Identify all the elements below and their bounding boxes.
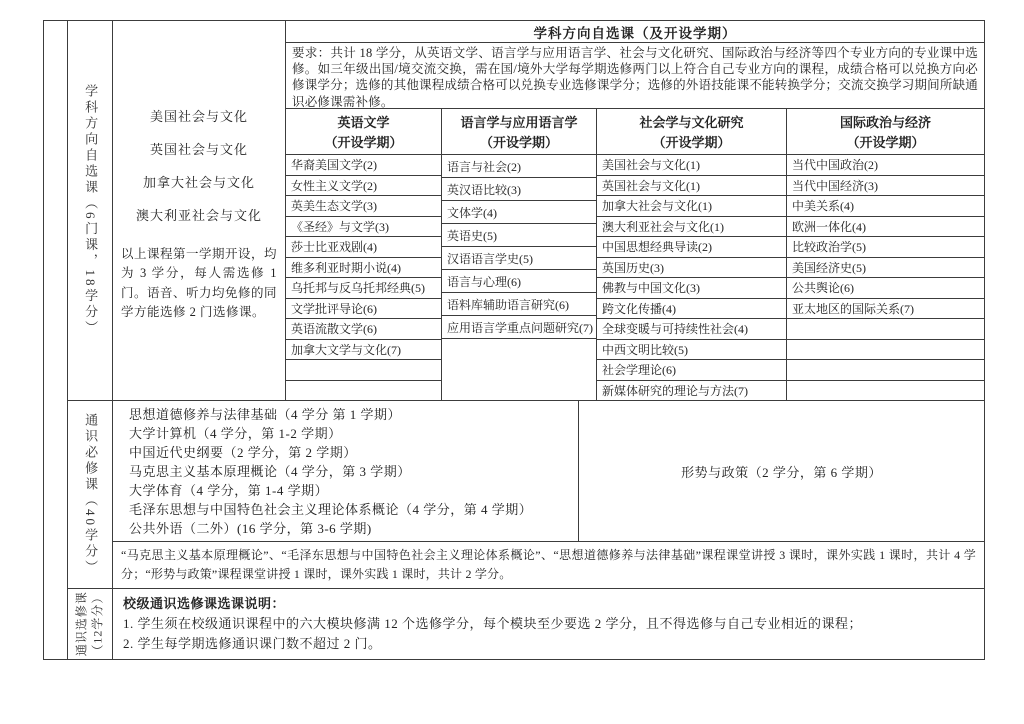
side-label-text: 通识必修课（40学分） (83, 413, 99, 576)
required-course: 大学计算机（4 学分，第 1-2 学期） (129, 425, 342, 441)
general-electives-items (123, 614, 974, 654)
course-cell: 当代中国经济(3) (787, 176, 984, 197)
general-electives-heading: 校级通识选修课选课说明： (123, 596, 286, 611)
empty-cell (787, 319, 984, 340)
course-cell: 文学批评导论(6) (286, 299, 441, 320)
direction-choices-note: 以上课程第一学期开设，均为 3 学分，每人需选修 1 门。语音、听力均免修的同学方能选修 2 门选修课。 (121, 246, 278, 319)
general-electives-rule: 1. 学生须在校级通识课程中的六大模块修满 12 个选修学分，每个模块至少要选 2 学分，且不得选修与自己专业相近的课程； (123, 616, 863, 631)
side-label-line1: 通识选修课 (74, 591, 89, 657)
direction-choice: 澳大利亚社会与文化 (135, 207, 262, 223)
course-cell: 乌托邦与反乌托邦经典(5) (286, 278, 441, 299)
course-cell: 澳大利亚社会与文化(1) (597, 217, 786, 238)
side-label-general-electives (68, 589, 113, 659)
course-cell: 全球变暖与可持续性社会(4) (597, 319, 786, 340)
course-cell: 当代中国政治(2) (787, 155, 984, 176)
column-linguistics (441, 109, 596, 400)
course-rows (787, 155, 984, 400)
empty-cell (787, 340, 984, 361)
column-title: 社会学与文化研究 (639, 115, 744, 130)
required-course: 毛泽东思想与中国特色社会主义理论体系概论（4 学分，第 4 学期） (129, 501, 533, 517)
table-main (68, 21, 984, 659)
course-cell: 比较政治学(5) (787, 237, 984, 258)
course-cell: 英汉语比较(3) (442, 178, 596, 201)
course-cell: 公共舆论(6) (787, 278, 984, 299)
left-empty-column (44, 21, 68, 659)
course-cell: 语言与心理(6) (442, 270, 596, 293)
course-cell: 女性主义文学(2) (286, 176, 441, 197)
column-header (597, 109, 786, 155)
course-cell: 英语史(5) (442, 224, 596, 247)
required-course: 大学体育（4 学分，第 1-4 学期） (129, 482, 329, 498)
empty-cell (442, 339, 596, 400)
required-course: 思想道德修养与法律基础（4 学分 第 1 学期） (129, 406, 402, 422)
course-rows (597, 155, 786, 400)
column-title: 英语文学 (337, 115, 390, 130)
course-cell: 亚太地区的国际关系(7) (787, 299, 984, 320)
general-required-top (113, 401, 984, 541)
course-cell: 中西文明比较(5) (597, 340, 786, 361)
general-electives-rule: 2. 学生每学期选修通识课门数不超过 2 门。 (123, 636, 382, 651)
empty-cell (286, 381, 441, 401)
general-electives-content (113, 589, 984, 659)
column-header (286, 109, 441, 155)
direction-choice: 英国社会与文化 (149, 141, 248, 157)
course-cell: 新媒体研究的理论与方法(7) (602, 383, 748, 398)
column-subtitle: （开设学期） (479, 135, 558, 150)
column-title: 语言学与应用语言学 (460, 115, 578, 130)
course-cell: 中美关系(4) (787, 196, 984, 217)
column-header (442, 109, 596, 155)
course-rows (442, 155, 596, 400)
section-major-electives (68, 21, 984, 400)
general-required-note: “马克思主义基本原理概论”、“毛泽东思想与中国特色社会主义理论体系概论”、“思想道德修养与法律基础”课程课堂讲授 3 课时，课外实践 1 课时，共计 4 学分；“形势与政策”课程课堂讲授 1 课时，课外实践 1 课时，共计 2 学分。 (113, 541, 984, 588)
course-cell: 汉语语言学史(5) (442, 247, 596, 270)
column-society-culture (596, 109, 786, 400)
column-title: 国际政治与经济 (839, 115, 931, 130)
course-rows (286, 155, 441, 400)
electives-right-block (286, 21, 984, 400)
direction-choice: 美国社会与文化 (149, 108, 248, 124)
required-course: 马克思主义基本原理概论（4 学分，第 3 学期） (129, 463, 411, 479)
general-required-content (113, 401, 984, 588)
course-cell: 加拿大社会与文化(1) (597, 196, 786, 217)
empty-cell (787, 381, 984, 401)
course-cell: 英语流散文学(6) (286, 319, 441, 340)
course-cell: 应用语言学重点问题研究(7) (442, 316, 596, 339)
column-subtitle: （开设学期） (846, 135, 925, 150)
course-cell: 美国社会与文化(1) (597, 155, 786, 176)
column-subtitle: （开设学期） (324, 135, 403, 150)
course-cell: 加拿大文学与文化(7) (286, 340, 441, 361)
course-cell: 英国历史(3) (597, 258, 786, 279)
empty-cell (787, 360, 984, 381)
course-cell: 佛教与中国文化(3) (597, 278, 786, 299)
course-cell: 社会学理论(6) (597, 360, 786, 381)
course-cell: 欧洲一体化(4) (787, 217, 984, 238)
course-cell: 《圣经》与文学(3) (286, 217, 441, 238)
electives-requirements: 要求：共计 18 学分，从英语文学、语言学与应用语言学、社会与文化研究、国际政治与经济等四个专业方向的专业课中选修。如三年级出国/境交流交换，需在国/境外大学每学期选修两门以上符合自己专业方向的课程，成绩合格可以兑换方向必修课学分；选修的其他课程成绩合格可以兑换专业选修课学分；选修的外语技能课不能转换学分；交流交换学习期间所缺通识必修课需补修。 (286, 43, 984, 109)
section-general-electives (68, 588, 984, 659)
direction-choice: 加拿大社会与文化 (142, 174, 255, 190)
empty-cell (286, 360, 441, 381)
column-header (787, 109, 984, 155)
course-cell: 中国思想经典导读(2) (597, 237, 786, 258)
general-required-course-list (113, 401, 579, 541)
required-course: 中国近代史纲要（2 学分，第 2 学期） (129, 444, 357, 460)
course-cell: 莎士比亚戏剧(4) (286, 237, 441, 258)
course-cell: 华裔美国文学(2) (286, 155, 441, 176)
side-label-text: 学科方向自选课（6门课，18学分） (83, 84, 99, 337)
direction-choices-list (121, 99, 277, 231)
section-general-required (68, 400, 984, 588)
course-cell: 英国社会与文化(1) (597, 176, 786, 197)
side-label-line2: （12学分） (90, 590, 105, 658)
policy-course-cell: 形势与政策（2 学分，第 6 学期） (681, 464, 882, 480)
course-cell: 美国经济史(5) (787, 258, 984, 279)
course-cell: 跨文化传播(4) (597, 299, 786, 320)
course-cell: 维多利亚时期小说(4) (286, 258, 441, 279)
side-label-general-required (68, 401, 113, 588)
side-label-text (74, 591, 105, 657)
course-cell: 语料库辅助语言研究(6) (442, 293, 596, 316)
side-label-major-electives (68, 21, 113, 400)
course-cell: 语言与社会(2) (442, 155, 596, 178)
course-cell: 英美生态文学(3) (286, 196, 441, 217)
course-cell: 文体学(4) (442, 201, 596, 224)
direction-columns (286, 109, 984, 400)
column-politics-economy (786, 109, 984, 400)
electives-header: 学科方向自选课（及开设学期） (286, 21, 984, 43)
direction-choices-cell (113, 21, 286, 400)
column-english-literature (286, 109, 441, 400)
curriculum-table (43, 20, 985, 660)
required-course: 公共外语（二外）(16 学分，第 3-6 学期) (129, 520, 372, 536)
column-subtitle: （开设学期） (652, 135, 731, 150)
